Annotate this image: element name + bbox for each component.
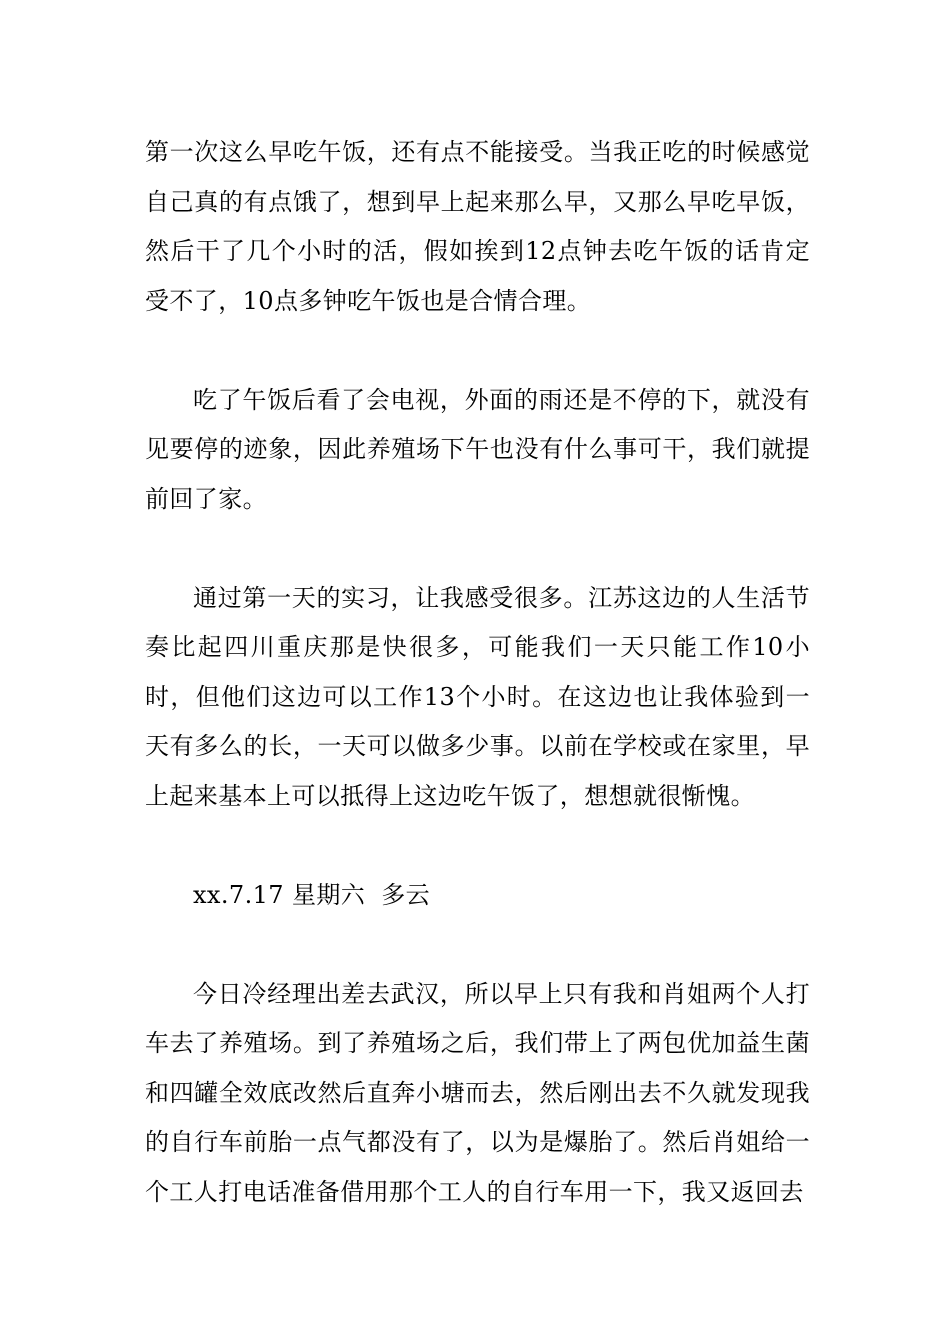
paragraph-spacer <box>145 524 810 574</box>
paragraph-spacer <box>145 326 810 376</box>
date-heading: xx.7.17 星期六 多云 <box>193 880 431 909</box>
document-body <box>145 128 810 1217</box>
paragraph-2: 吃了午饭后看了会电视，外面的雨还是不停的下，就没有见要停的迹象，因此养殖场下午也没有什么事可干，我们就提前回了家。 <box>145 385 810 513</box>
paragraph-spacer <box>145 920 810 970</box>
paragraph-spacer <box>145 821 810 871</box>
paragraph-1: 第一次这么早吃午饭，还有点不能接受。当我正吃的时候感觉自己真的有点饿了，想到早上起来那么早，又那么早吃早饭，然后干了几个小时的活，假如挨到12点钟去吃午饭的话肯定受不了，10点多钟吃午饭也是合情合理。 <box>145 138 810 315</box>
paragraph-3: 通过第一天的实习，让我感受很多。江苏这边的人生活节奏比起四川重庆那是快很多，可能我们一天只能工作10小时，但他们这边可以工作13个小时。在这边也让我体验到一天有多么的长，一天可以做多少事。以前在学校或在家里，早上起来基本上可以抵得上这边吃午饭了，想想就很惭愧。 <box>145 583 810 810</box>
paragraph-4: 今日冷经理出差去武汉，所以早上只有我和肖姐两个人打车去了养殖场。到了养殖场之后，我们带上了两包优加益生菌和四罐全效底改然后直奔小塘而去，然后刚出去不久就发现我的自行车前胎一点气都没有了，以为是爆胎了。然后肖姐给一个工人打电话准备借用那个工人的自行车用一下，我又返回去 <box>145 979 810 1206</box>
